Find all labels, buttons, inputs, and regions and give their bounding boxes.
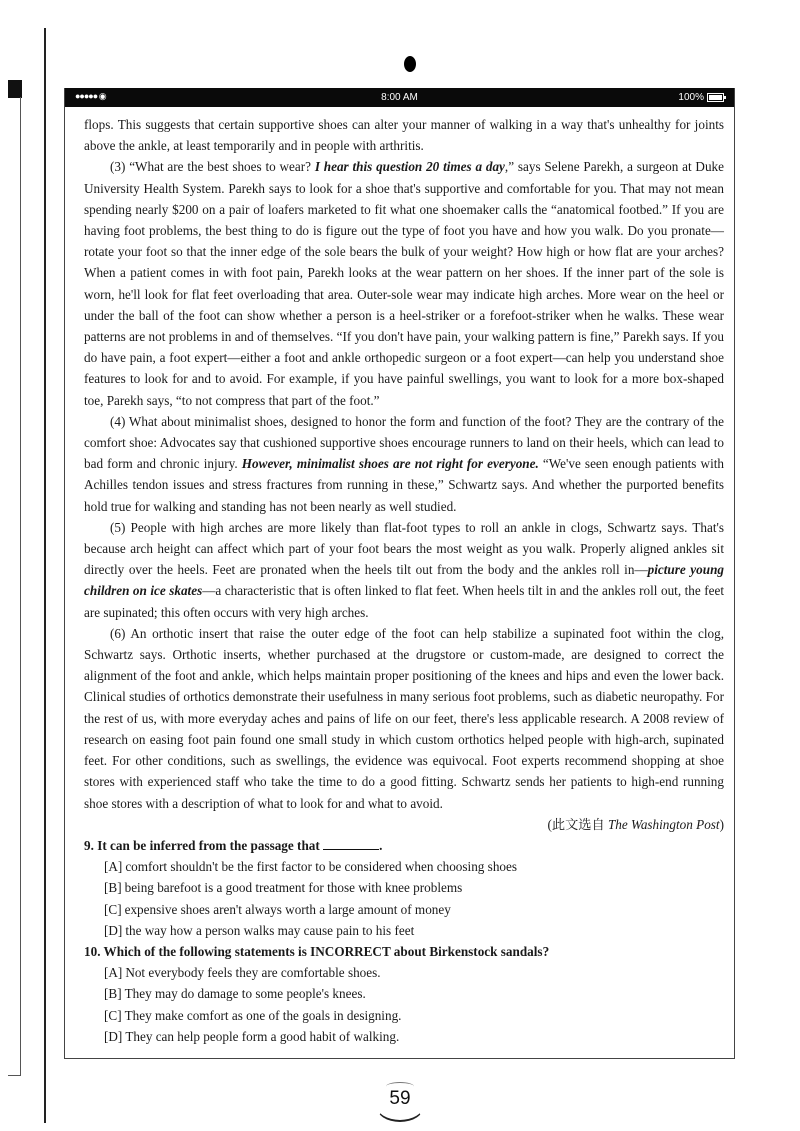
option-d[interactable]: [84, 1026, 724, 1047]
question-10: [84, 941, 724, 1047]
source-suffix: ): [719, 816, 724, 832]
emphasized-text: picture young children on ice skates: [84, 562, 724, 599]
option-text: They may do damage to some people's knees.: [124, 986, 366, 1002]
question-stem: [84, 941, 724, 962]
paragraph-text: People with high arches are more likely than flat-foot types to roll an ankle in clogs, Schwartz says. That's because arch height can affect which part of your foot bears the most weight as you walk. Properly aligned ankles sit directly over the heels. Feet are pronated when the heels tilt out from the body and the ankles roll in—: [84, 519, 724, 578]
paragraph-text: “We've seen enough patients with Achilles tendon issues and stress fractures from running in these,” Schwartz says. And whether the purported benefits hold true for walking and standing has not been nearly as well studied.: [84, 456, 725, 514]
paragraph-number: (5): [110, 519, 126, 535]
question-number: 9.: [84, 837, 94, 853]
source-name: The Washington Post: [607, 816, 720, 832]
emphasized-text: However, minimalist shoes are not right for everyone.: [241, 456, 539, 472]
option-text: the way how a person walks may cause pain to his feet: [125, 922, 415, 938]
battery-full-icon: [707, 93, 724, 102]
paragraph-text: —a characteristic that is often linked to flat feet. When heels tilt in and the ankles roll out, the feet are supinated; this often occurs with very high arches.: [84, 583, 724, 620]
wifi-icon: ◉: [98, 91, 106, 101]
option-text: expensive shoes aren't always worth a large amount of money: [124, 901, 451, 917]
page-number: 59: [389, 1088, 411, 1109]
option-a[interactable]: [84, 856, 724, 877]
option-b[interactable]: [84, 983, 724, 1004]
question-number: 10.: [84, 943, 101, 959]
binding-line: [20, 97, 21, 1075]
status-time: 8:00 AM: [381, 92, 418, 103]
option-c[interactable]: [84, 899, 724, 920]
option-d[interactable]: [84, 920, 724, 941]
question-stem: [84, 835, 724, 856]
page-margin-line: [44, 28, 46, 1123]
emphasized-text: I hear this question 20 times a day: [314, 159, 505, 175]
page-number-badge: [372, 1082, 428, 1128]
option-text: They can help people form a good habit of walking.: [125, 1028, 400, 1044]
paragraph-text: An orthotic insert that raise the outer edge of the foot can help stabilize a supinated foot within the clog, Schwartz says. Orthotic inserts, whether purchased at the drugstore or custom-made, are designed to correct the alignment of the foot and ankle, which helps maintain proper positioning of the knees and hips and even the lower back. Clinical studies of orthotics demonstrate their usefulness in many serious foot problems, such as diabetic neuropathy. For the rest of us, with more everyday aches and pains of life on our feet, there's less applicable research. A 2008 review of research on easing foot pain found one small study in which custom orthotics helped people with high-arch, supinated feet. For other conditions, such as swellings, the evidence was equivocal. Foot experts recommend shopping at shoe stores with experienced staff who take the time to do a good fitting. Schwartz sends her patients to high-end running shoe stores with a description of what to look for and what to avoid.: [84, 625, 724, 811]
paragraph-text: ,” says Selene Parekh, a surgeon at Duke University Health System. Parekh says to look for a shoe that's supportive and comfortable for you. That may not mean spending nearly $200 on a pair of loafers marketed to fit what one shoemaker calls the “anatomical footbed.” If you are having foot problems, the best thing to do is figure out the type of foot you have and how you walk. Do you pronate—rotate your foot so that the inner edge of the sole bears the bulk of your weight? How high or how flat are your arches? When a patient comes in with foot pain, Parekh looks at the wear pattern on her shoes. If the inner part of the sole is worn, he'll look for flat feet overloading that area. Outer-sole wear may indicate high arches. More wear on the heel or under the ball of the foot can show whether a person is a heel-striker or a forefoot-striker when he walks. These wear patterns are not problems in and of themselves. “If you don't have pain, your walking pattern is fine,” Parekh says. If you do have pain, a foot expert—either a foot and ankle orthopedic surgeon or a foot expert—can help you understand shoe features to look for and to avoid. For example, if you have painful swellings, you want to look for a more box-shaped toe, Parekh says, “to not compress that part of the foot.”: [84, 159, 724, 408]
paragraph-number: (6): [110, 625, 126, 641]
battery-percent: 100%: [678, 92, 704, 103]
question-text: Which of the following statements is INCORRECT about Birkenstock sandals?: [103, 943, 550, 959]
paragraph-5: [84, 517, 724, 623]
reading-content: [84, 114, 724, 1047]
source-prefix: (此文选自: [547, 816, 608, 832]
device-frame: [64, 88, 735, 1059]
paragraph-number: (4): [110, 413, 126, 429]
question-9: [84, 835, 724, 941]
question-end: .: [379, 837, 383, 853]
option-label: [B]: [104, 986, 122, 1002]
option-label: [D]: [104, 1028, 123, 1044]
paragraph-text: What about minimalist shoes, designed to honor the form and function of the foot? They are the contrary of the comfort shoe: Advocates say that cushioned supportive shoes encourage runners to land on their heels, which can lead to bad form and chronic injury.: [84, 413, 724, 472]
paragraph-4: [84, 411, 724, 517]
paragraph-number: (3): [110, 159, 126, 175]
option-label: [A]: [104, 965, 123, 981]
answer-blank: [323, 837, 379, 850]
option-text: being barefoot is a good treatment for those with knee problems: [124, 880, 463, 896]
paragraph-text: “What are the best shoes to wear?: [125, 159, 315, 175]
binding-line-foot: [8, 1075, 21, 1076]
battery-indicator: [678, 92, 724, 103]
option-label: [C]: [104, 1007, 122, 1023]
paragraph-3: [84, 156, 724, 410]
source-citation: [84, 814, 724, 835]
signal-icon: ●●●●●: [75, 91, 99, 101]
option-label: [A]: [104, 859, 123, 875]
option-label: [C]: [104, 901, 122, 917]
passage-continuation: flops. This suggests that certain supportive shoes can alter your manner of walking in a way that's unhealthy for joints above the ankle, at least temporarily and in people with arthritis.: [84, 117, 724, 154]
option-text: Not everybody feels they are comfortable shoes.: [125, 965, 381, 981]
question-text: It can be inferred from the passage that: [97, 837, 320, 853]
paragraph-6: [84, 623, 724, 814]
option-a[interactable]: [84, 962, 724, 983]
camera-icon: [404, 56, 416, 72]
option-text: comfort shouldn't be the first factor to be considered when choosing shoes: [125, 859, 517, 875]
option-label: [B]: [104, 880, 122, 896]
option-c[interactable]: [84, 1005, 724, 1026]
status-bar: [65, 88, 734, 107]
option-label: [D]: [104, 922, 123, 938]
option-text: They make comfort as one of the goals in designing.: [124, 1007, 402, 1023]
option-b[interactable]: [84, 877, 724, 898]
binding-mark: [8, 80, 22, 98]
